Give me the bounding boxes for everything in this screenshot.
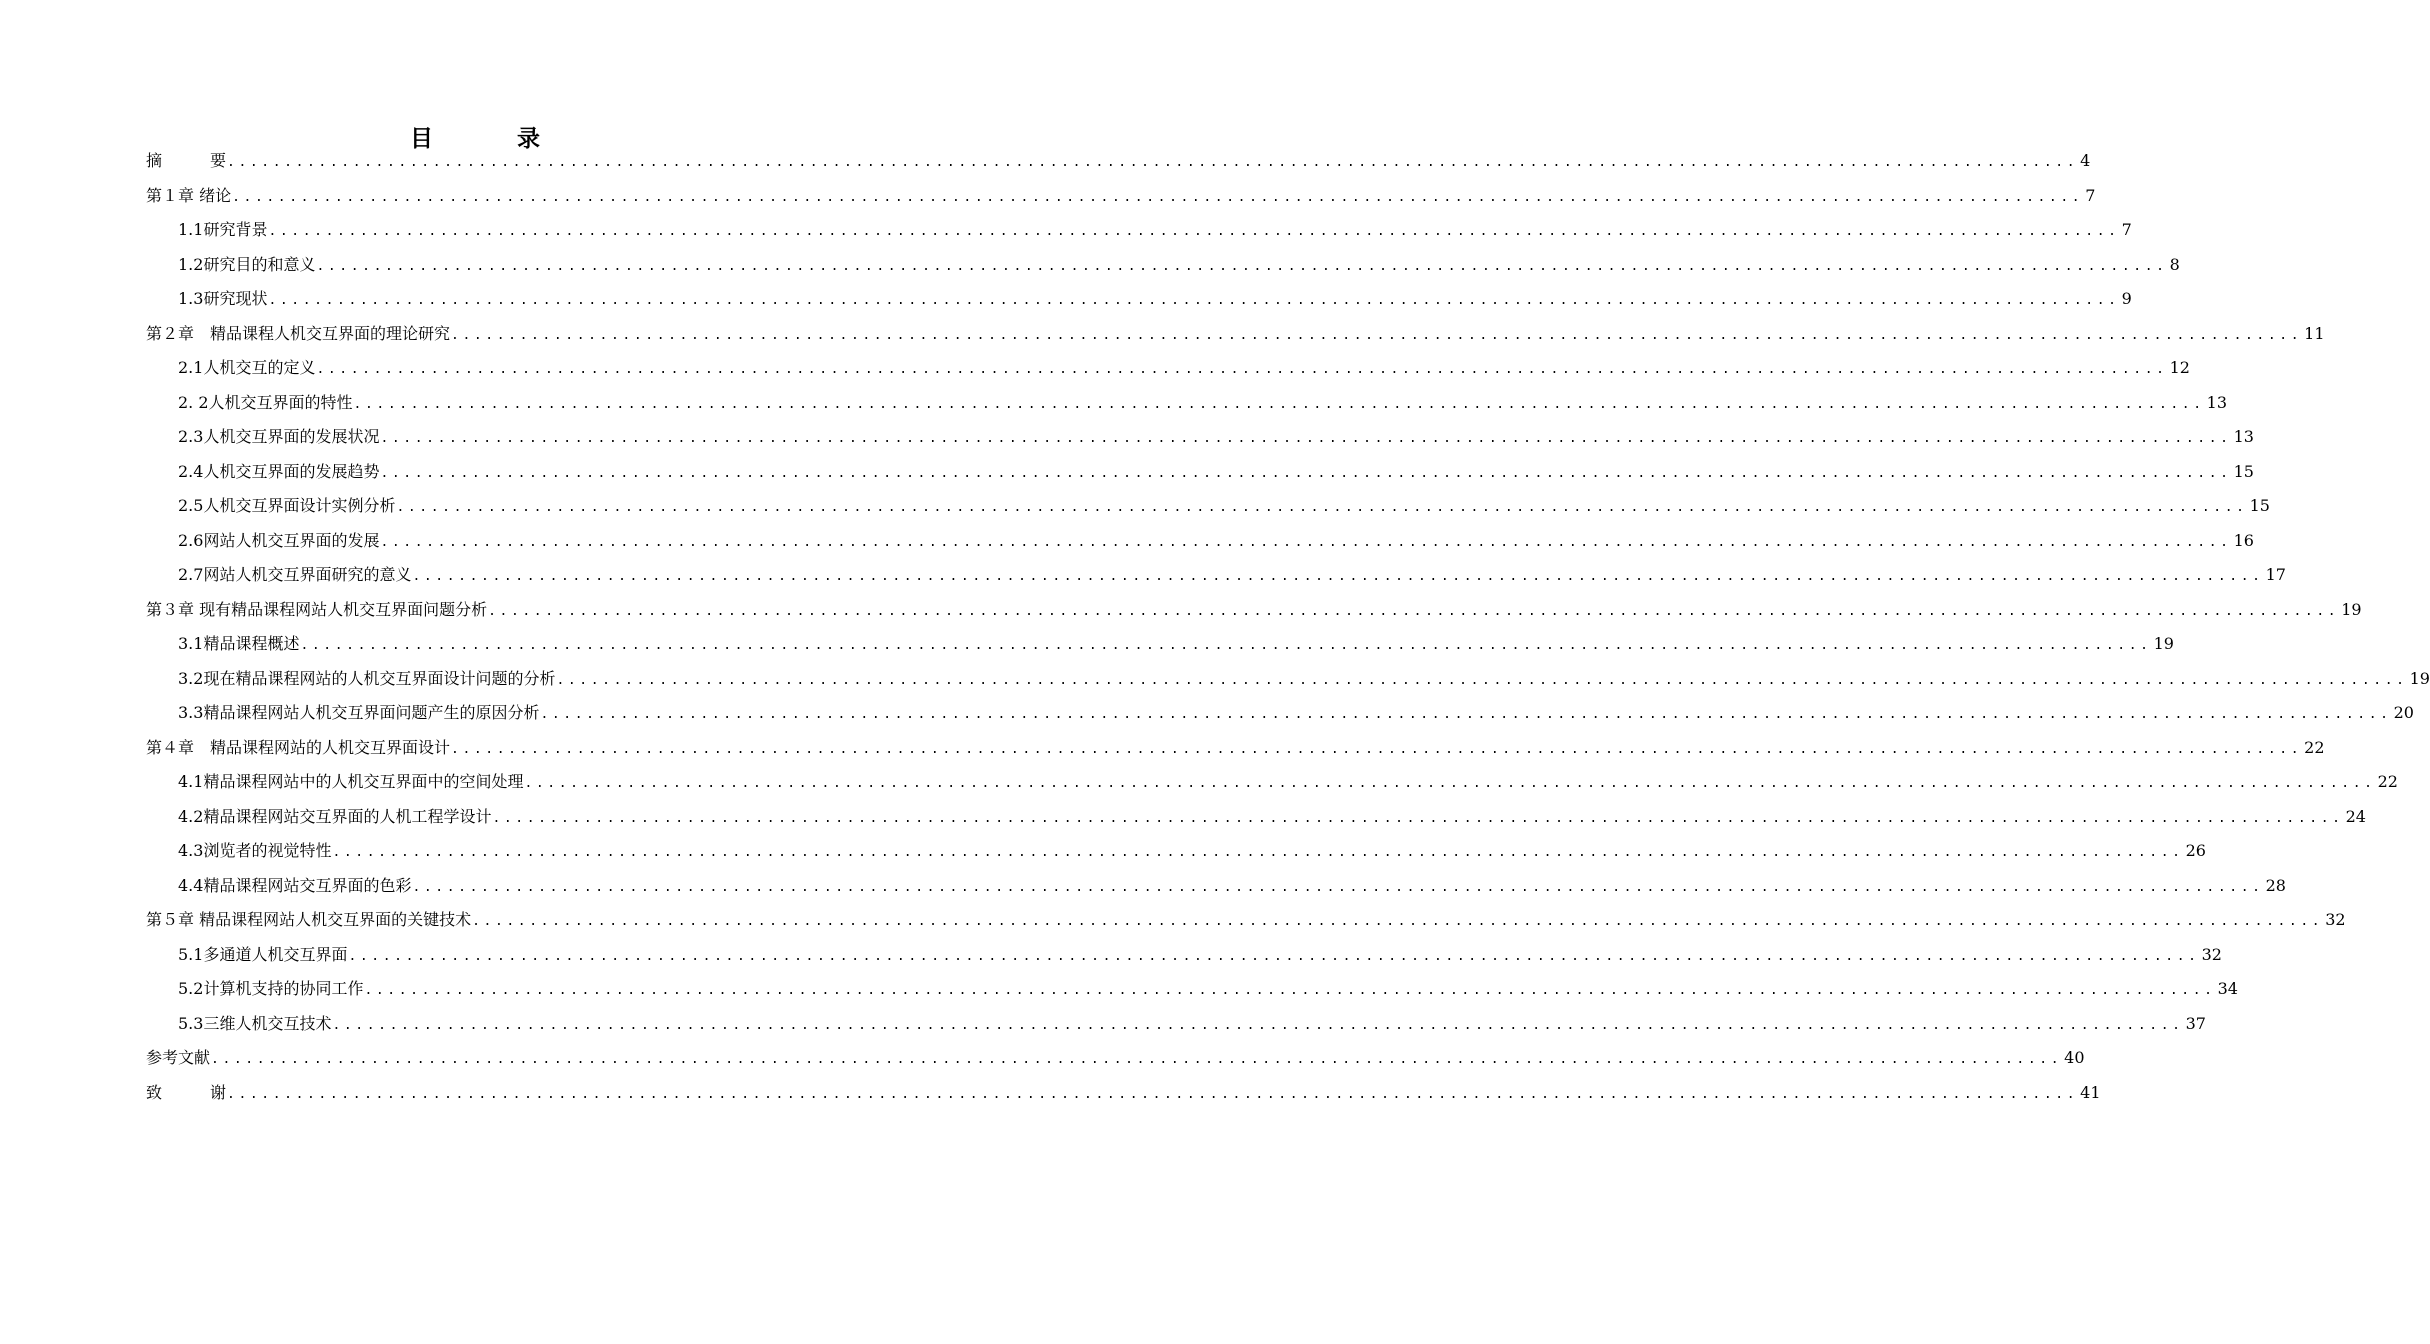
toc-entry[interactable] bbox=[146, 942, 2222, 977]
toc-entry-label: 5.3三维人机交互技术 bbox=[178, 1013, 332, 1033]
toc-entry-page-number: 7 bbox=[2085, 185, 2096, 205]
toc-entry-label: 2.6网站人机交互界面的发展 bbox=[178, 530, 380, 550]
toc-entry[interactable] bbox=[146, 735, 2325, 770]
toc-entry[interactable] bbox=[146, 459, 2254, 494]
toc-entry-page-number: 37 bbox=[2185, 1013, 2206, 1033]
toc-entry[interactable] bbox=[146, 700, 2414, 735]
toc-dot-leader: .................................................................................................................................................................. bbox=[211, 1052, 2063, 1067]
toc-entry-page-number: 40 bbox=[2064, 1048, 2085, 1067]
toc-entry[interactable] bbox=[146, 1011, 2206, 1046]
toc-entry-page-number: 9 bbox=[2121, 289, 2132, 308]
toc-entry-page-number: 11 bbox=[2304, 323, 2325, 343]
toc-entry-label: 摘 要 bbox=[146, 151, 227, 170]
toc-entry-page-number: 19 bbox=[2153, 634, 2174, 653]
toc-entry[interactable] bbox=[146, 321, 2325, 356]
toc-entry[interactable] bbox=[146, 252, 2180, 287]
toc-entry-label: 5.2计算机支持的协同工作 bbox=[178, 979, 364, 998]
toc-entry[interactable] bbox=[146, 493, 2270, 528]
toc-entry-label: 致 谢 bbox=[146, 1082, 227, 1102]
toc-dot-leader: .................................................................................................................................................................. bbox=[364, 983, 2216, 998]
toc-entry-label: 第１章 绪论 bbox=[146, 185, 232, 205]
toc-entry[interactable] bbox=[146, 804, 2366, 839]
toc-entry-label: 3.1精品课程概述 bbox=[178, 634, 300, 653]
toc-dot-leader: .................................................................................................................................................................. bbox=[540, 707, 2392, 722]
toc-dot-leader: .................................................................................................................................................................. bbox=[316, 362, 2168, 377]
toc-entry[interactable] bbox=[146, 597, 2362, 632]
toc-dot-leader: .................................................................................................................................................................. bbox=[348, 948, 2200, 964]
toc-dot-leader: .................................................................................................................................................................. bbox=[380, 431, 2232, 446]
toc-entry-page-number: 17 bbox=[2265, 565, 2286, 584]
toc-dot-leader: .................................................................................................................................................................. bbox=[332, 1017, 2184, 1033]
toc-dot-leader: .................................................................................................................................................................. bbox=[524, 776, 2376, 791]
toc-entry-page-number: 28 bbox=[2265, 875, 2286, 895]
toc-entry[interactable] bbox=[146, 528, 2254, 563]
toc-dot-leader: .................................................................................................................................................................. bbox=[451, 741, 2303, 757]
toc-entry[interactable] bbox=[146, 769, 2398, 804]
toc-entry-label: 2.1人机交互的定义 bbox=[178, 358, 316, 377]
toc-entry-label: 4.2精品课程网站交互界面的人机工程学设计 bbox=[178, 806, 492, 826]
toc-entry-page-number: 22 bbox=[2377, 772, 2398, 791]
toc-entry-page-number: 7 bbox=[2121, 220, 2132, 239]
toc-entry-page-number: 32 bbox=[2201, 944, 2222, 964]
toc-entry-label: 1.3研究现状 bbox=[178, 289, 268, 308]
toc-entry-label: 第４章 精品课程网站的人机交互界面设计 bbox=[146, 737, 451, 757]
toc-entry[interactable] bbox=[146, 148, 2091, 183]
toc-entry-label: 第５章 精品课程网站人机交互界面的关键技术 bbox=[146, 910, 472, 929]
toc-entry-page-number: 32 bbox=[2325, 910, 2346, 929]
toc-entry[interactable] bbox=[146, 976, 2238, 1011]
toc-entry-page-number: 15 bbox=[2233, 461, 2254, 481]
toc-entry-label: 1.1研究背景 bbox=[178, 220, 268, 239]
toc-dot-leader: .................................................................................................................................................................. bbox=[227, 1086, 2079, 1102]
toc-dot-leader: .................................................................................................................................................................. bbox=[488, 603, 2340, 619]
toc-entry-label: 第２章 精品课程人机交互界面的理论研究 bbox=[146, 323, 451, 343]
toc-entry-label: 4.1精品课程网站中的人机交互界面中的空间处理 bbox=[178, 772, 524, 791]
toc-entry-page-number: 4 bbox=[2080, 151, 2091, 170]
toc-entry-label: 参考文献 bbox=[146, 1048, 211, 1067]
toc-entry-page-number: 19 bbox=[2409, 668, 2430, 688]
toc-entry[interactable] bbox=[146, 183, 2096, 218]
toc-dot-leader: .................................................................................................................................................................. bbox=[227, 155, 2079, 170]
toc-entry[interactable] bbox=[146, 907, 2346, 942]
page-title: 目 录 bbox=[409, 126, 578, 152]
toc-entry-page-number: 41 bbox=[2080, 1082, 2101, 1102]
toc-dot-leader: .................................................................................................................................................................. bbox=[268, 224, 2120, 239]
table-of-contents bbox=[146, 148, 2430, 1114]
toc-dot-leader: .................................................................................................................................................................. bbox=[396, 500, 2248, 515]
toc-entry-label: 4.4精品课程网站交互界面的色彩 bbox=[178, 875, 412, 895]
toc-dot-leader: .................................................................................................................................................................. bbox=[380, 465, 2232, 481]
toc-entry-label: 2.4人机交互界面的发展趋势 bbox=[178, 461, 380, 481]
toc-dot-leader: .................................................................................................................................................................. bbox=[492, 810, 2344, 826]
toc-dot-leader: .................................................................................................................................................................. bbox=[268, 293, 2120, 308]
toc-entry-page-number: 13 bbox=[2233, 427, 2254, 446]
toc-entry-label: 3.2现在精品课程网站的人机交互界面设计问题的分析 bbox=[178, 668, 556, 688]
toc-entry-label: 4.3浏览者的视觉特性 bbox=[178, 841, 332, 860]
toc-dot-leader: .................................................................................................................................................................. bbox=[332, 845, 2184, 860]
toc-dot-leader: .................................................................................................................................................................. bbox=[412, 569, 2264, 584]
toc-dot-leader: .................................................................................................................................................................. bbox=[556, 672, 2408, 688]
toc-dot-leader: .................................................................................................................................................................. bbox=[472, 914, 2324, 929]
toc-entry-label: 1.2研究目的和意义 bbox=[178, 254, 316, 274]
toc-entry[interactable] bbox=[146, 666, 2430, 701]
toc-entry[interactable] bbox=[146, 217, 2132, 252]
toc-dot-leader: .................................................................................................................................................................. bbox=[451, 327, 2303, 343]
toc-entry-page-number: 20 bbox=[2393, 703, 2414, 722]
toc-dot-leader: .................................................................................................................................................................. bbox=[316, 258, 2168, 274]
toc-entry-page-number: 12 bbox=[2169, 358, 2190, 377]
toc-entry[interactable] bbox=[146, 286, 2132, 321]
toc-dot-leader: .................................................................................................................................................................. bbox=[300, 638, 2152, 653]
toc-entry-page-number: 15 bbox=[2249, 496, 2270, 515]
toc-dot-leader: .................................................................................................................................................................. bbox=[232, 189, 2084, 205]
toc-entry-label: 第３章 现有精品课程网站人机交互界面问题分析 bbox=[146, 599, 488, 619]
toc-entry[interactable] bbox=[146, 838, 2206, 873]
toc-entry[interactable] bbox=[146, 1080, 2101, 1115]
toc-entry[interactable] bbox=[146, 390, 2228, 425]
toc-entry-page-number: 24 bbox=[2345, 806, 2366, 826]
toc-entry[interactable] bbox=[146, 355, 2190, 390]
toc-dot-leader: .................................................................................................................................................................. bbox=[353, 396, 2205, 412]
toc-entry[interactable] bbox=[146, 562, 2286, 597]
toc-dot-leader: .................................................................................................................................................................. bbox=[380, 534, 2232, 550]
toc-entry-page-number: 26 bbox=[2185, 841, 2206, 860]
toc-entry[interactable] bbox=[146, 631, 2174, 666]
toc-entry[interactable] bbox=[146, 1045, 2085, 1080]
toc-dot-leader: .................................................................................................................................................................. bbox=[412, 879, 2264, 895]
toc-entry-page-number: 19 bbox=[2341, 599, 2362, 619]
toc-entry-label: 5.1多通道人机交互界面 bbox=[178, 944, 348, 964]
toc-entry-label: 2.3人机交互界面的发展状况 bbox=[178, 427, 380, 446]
toc-entry-label: 2.5人机交互界面设计实例分析 bbox=[178, 496, 396, 515]
toc-entry-page-number: 8 bbox=[2169, 254, 2180, 274]
toc-entry[interactable] bbox=[146, 873, 2286, 908]
toc-entry-label: 2.7网站人机交互界面研究的意义 bbox=[178, 565, 412, 584]
toc-entry-label: 2. 2人机交互界面的特性 bbox=[178, 392, 353, 412]
toc-entry-page-number: 16 bbox=[2233, 530, 2254, 550]
toc-entry[interactable] bbox=[146, 424, 2254, 459]
toc-entry-page-number: 22 bbox=[2304, 737, 2325, 757]
toc-entry-page-number: 13 bbox=[2206, 392, 2228, 412]
toc-entry-label: 3.3精品课程网站人机交互界面问题产生的原因分析 bbox=[178, 703, 540, 722]
toc-entry-page-number: 34 bbox=[2217, 979, 2238, 998]
